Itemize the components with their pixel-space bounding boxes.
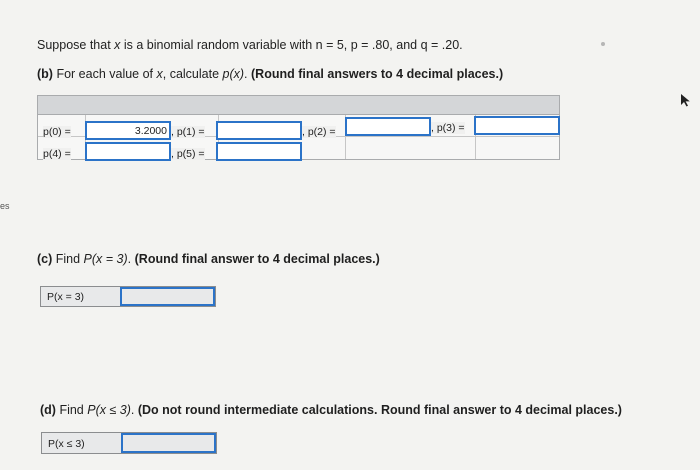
intro-variable: x bbox=[114, 38, 121, 52]
part-d-answer-input[interactable] bbox=[121, 433, 216, 453]
p2-label: , p(2) = bbox=[302, 126, 336, 138]
margin-text: es bbox=[0, 201, 10, 211]
p4-label: p(4) = bbox=[43, 148, 71, 160]
part-d-expression: P(x ≤ 3) bbox=[87, 403, 131, 417]
part-c-answer-input[interactable] bbox=[120, 287, 215, 306]
question-intro bbox=[37, 38, 463, 52]
part-b-note: (Round final answers to 4 decimal places.) bbox=[251, 67, 504, 81]
intro-prefix: Suppose that bbox=[37, 38, 115, 52]
part-d-text-a: Find bbox=[55, 403, 88, 417]
p0-input[interactable] bbox=[85, 121, 171, 140]
part-b-prompt bbox=[37, 67, 503, 81]
p3-input[interactable] bbox=[474, 116, 560, 135]
p2-input[interactable] bbox=[345, 117, 431, 136]
p5-label: , p(5) = bbox=[171, 148, 205, 160]
part-d-answer-label: P(x ≤ 3) bbox=[48, 438, 85, 450]
part-c-prompt bbox=[37, 252, 380, 266]
part-c-expression: P(x = 3) bbox=[83, 252, 128, 266]
p4-input[interactable] bbox=[85, 142, 171, 161]
mouse-pointer-icon bbox=[680, 93, 692, 107]
part-c-label: (c) bbox=[37, 252, 53, 266]
part-d-text-b: . bbox=[130, 403, 138, 417]
part-b-text-b: , calculate bbox=[162, 67, 223, 81]
p3-label: , p(3) = bbox=[431, 122, 465, 134]
intro-suffix: is a binomial random variable with bbox=[120, 38, 316, 52]
p5-input[interactable] bbox=[216, 142, 302, 161]
p1-input[interactable] bbox=[216, 121, 302, 140]
part-d-note: (Do not round intermediate calculations. Round final answer to 4 decimal places.) bbox=[137, 403, 622, 417]
decorative-dot bbox=[601, 42, 605, 46]
part-c-note: (Round final answer to 4 decimal places.) bbox=[134, 252, 380, 266]
part-c-answer-label: P(x = 3) bbox=[47, 291, 85, 303]
part-c-text-a: Find bbox=[52, 252, 84, 266]
p1-label: , p(1) = bbox=[171, 126, 205, 138]
part-b-text-c: . bbox=[244, 67, 251, 81]
part-b-var: x bbox=[156, 67, 163, 81]
part-c-text-b: . bbox=[127, 252, 135, 266]
part-b-px: p(x) bbox=[222, 67, 245, 81]
part-b-text-a: For each value of bbox=[52, 67, 157, 81]
intro-parameters: n = 5, p = .80, and q = .20. bbox=[315, 38, 463, 52]
part-b-label: (b) bbox=[37, 67, 53, 81]
p0-value: 3.2000 bbox=[134, 125, 167, 137]
part-d-label: (d) bbox=[40, 403, 56, 417]
p0-label: p(0) = bbox=[43, 126, 71, 138]
part-d-prompt bbox=[40, 403, 622, 417]
answer-table-header bbox=[37, 95, 560, 115]
